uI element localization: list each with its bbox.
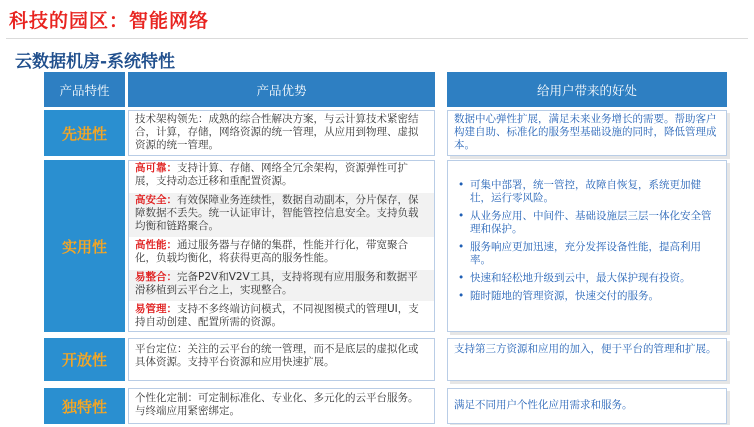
feature-label: 独特性 [61, 397, 107, 416]
column-header-benefit: 给用户带来的好处 [447, 72, 727, 107]
benefit-cell-advanced [447, 110, 727, 156]
item-text: 有效保障业务连续性，数据自动副本，分片保存，保障数据不丢失。统一认证审计，智能管控信息安全。支持负载均衡和链路聚合。 [135, 194, 419, 232]
advantage-item-integration [129, 270, 434, 301]
feature-label: 实用性 [61, 237, 107, 256]
section-title: 云数据机房-系统特性 [15, 52, 176, 72]
benefit-item: • 随时随地的管理资源，快速交付的服务。 [456, 290, 720, 303]
item-text: 支持计算、存储、网络全冗余架构，资源弹性可扩展，支持动态迁移和重配置资源。 [135, 162, 408, 187]
item-label: 易整合： [135, 271, 177, 283]
item-text: 通过服务器与存储的集群，性能并行化，带宽聚合化，负载均衡化，将获得更高的服务性能。 [135, 239, 408, 264]
item-text: 完备P2V和V2V工具，支持将现有应用服务和数据平滑移植到云平台之上，实现整合。 [135, 271, 418, 296]
item-label: 高可靠： [135, 162, 177, 174]
advantage-text: 平台定位：关注的云平台的统一管理，而不是底层的虚拟化或具体资源。支持平台资源和应用快速扩展。 [135, 343, 419, 368]
item-text: 支持不多终端访问模式，不同视图模式的管理UI，支持自动创建、配置所需的资源。 [135, 303, 419, 328]
benefit-text: 满足不同用户个性化应用需求和服务。 [454, 399, 633, 411]
benefit-cell-openness [447, 338, 727, 381]
title-divider [6, 38, 748, 39]
feature-cell-practical [44, 160, 125, 332]
feature-cell-advanced [44, 110, 125, 156]
advantage-item-management [129, 302, 434, 332]
benefit-cell-uniqueness [447, 388, 727, 424]
advantage-cell-advanced [128, 110, 435, 156]
benefit-text: 支持第三方资源和应用的加入，便于平台的管理和扩展。 [454, 343, 717, 355]
column-header-advantage: 产品优势 [128, 72, 435, 107]
page-title: 科技的园区：智能网络 [9, 10, 210, 32]
benefit-cell-practical [447, 160, 727, 332]
benefit-item: • 服务响应更加迅速，充分发挥设备性能，提高利用率。 [456, 241, 720, 267]
advantage-item-reliability [129, 161, 434, 192]
advantage-text: 个性化定制：可定制标准化、专业化、多元化的云平台服务。与终端应用紧密绑定。 [135, 392, 419, 417]
feature-cell-uniqueness [44, 388, 125, 424]
column-header-feature: 产品特性 [44, 72, 125, 107]
item-label: 易管理： [135, 303, 177, 315]
item-label: 高性能： [135, 239, 177, 251]
feature-cell-openness [44, 338, 125, 381]
item-label: 高安全： [135, 194, 177, 206]
advantage-item-security [129, 193, 434, 237]
advantage-cell-uniqueness [128, 388, 435, 424]
benefit-item: • 可集中部署，统一管控，故障自恢复，系统更加健壮，运行零风险。 [456, 179, 720, 205]
benefit-text: 数据中心弹性扩展，满足未来业务增长的需要。帮助客户构建自助、标准化的服务型基础设施的同时，降低管理成本。 [454, 113, 717, 151]
benefit-item: • 快速和轻松地升级到云中，最大保护现有投资。 [456, 272, 720, 285]
advantage-text: 技术架构领先：成熟的综合性解决方案，与云计算技术紧密结合，计算，存储，网络资源的统一管理，从应用到物理、虚拟资源的统一管理。 [135, 113, 419, 151]
benefit-item: • 从业务应用、中间件、基础设施层三层一体化安全管理和保护。 [456, 210, 720, 236]
feature-label: 先进性 [61, 124, 107, 143]
advantage-cell-practical [128, 160, 435, 332]
feature-label: 开放性 [61, 351, 107, 369]
advantage-cell-openness [128, 338, 435, 381]
advantage-item-performance [129, 238, 434, 269]
benefit-list [456, 179, 720, 308]
